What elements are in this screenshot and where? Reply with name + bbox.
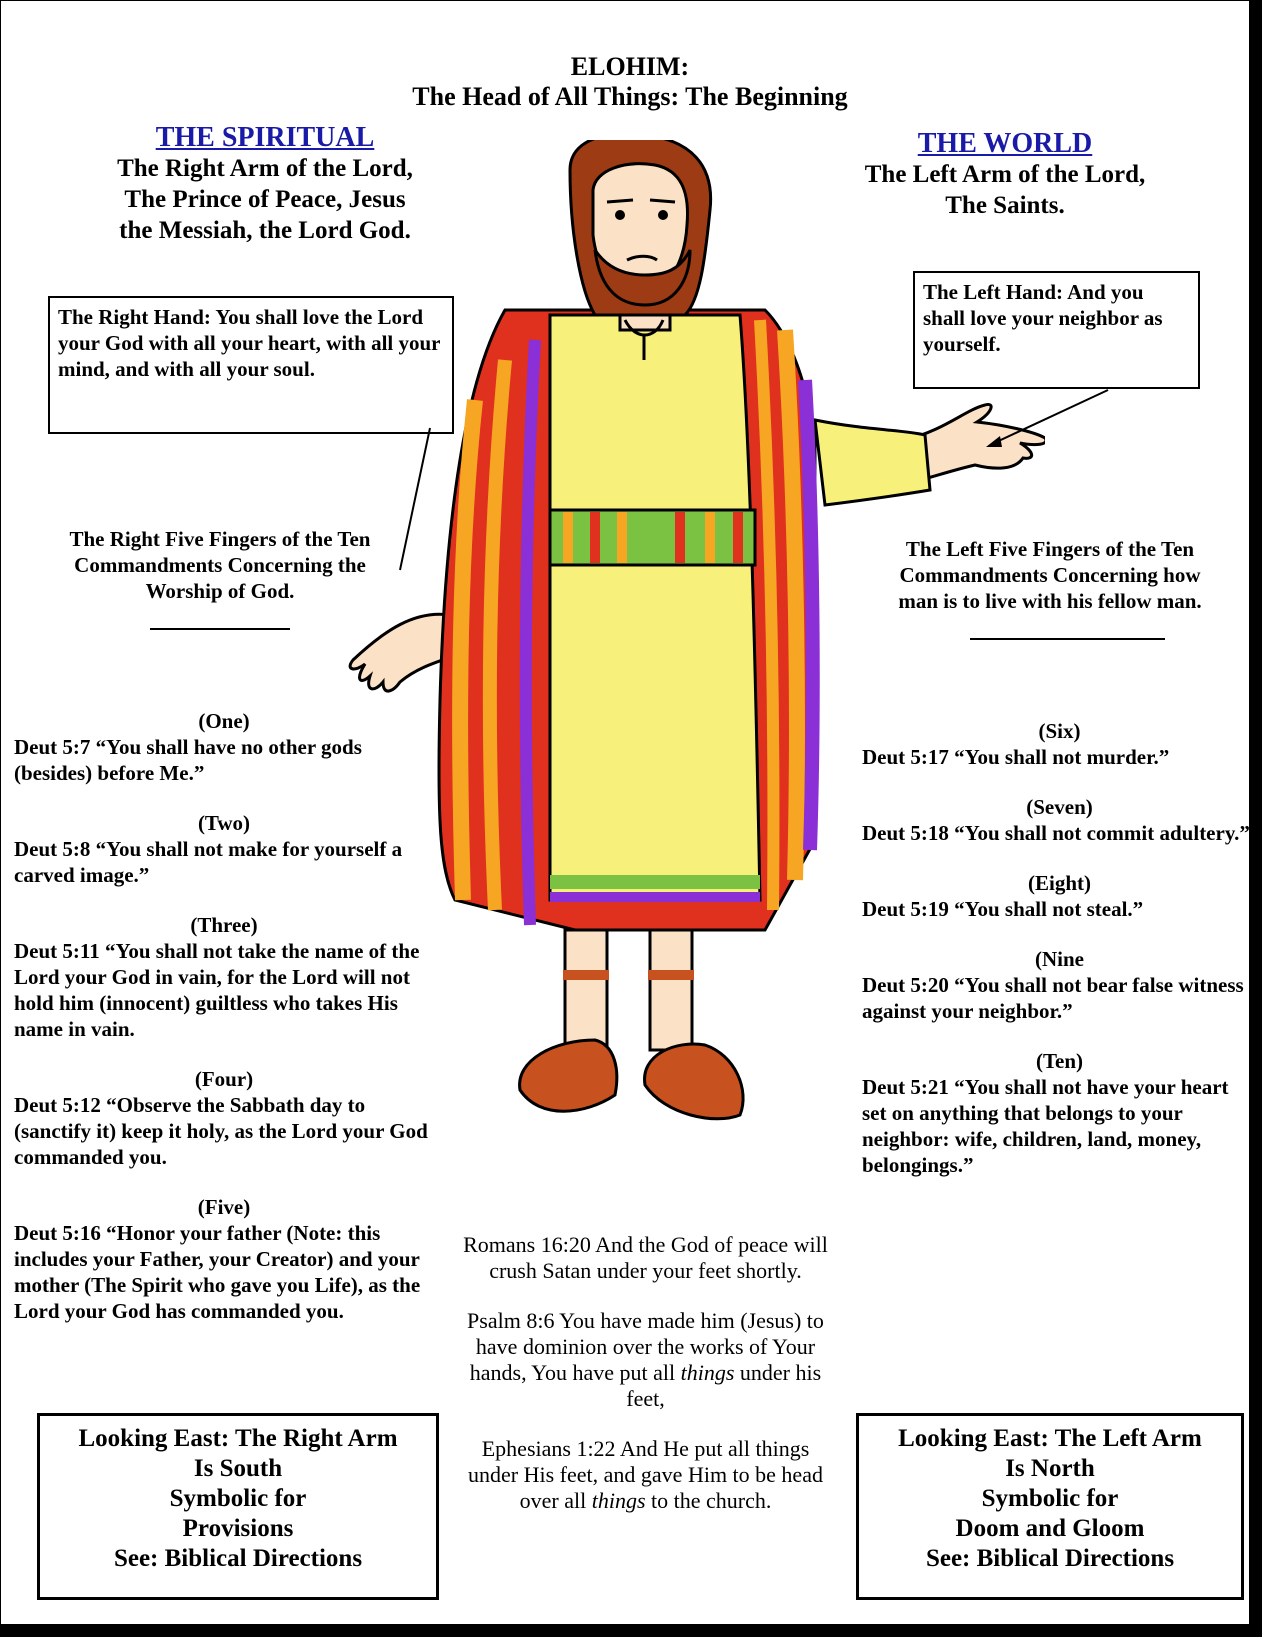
commandment-number: (Three) (190, 913, 258, 937)
left-divider (150, 628, 290, 630)
commandment-number: (Eight) (1028, 871, 1091, 895)
commandment-number: (Six) (1038, 719, 1081, 743)
left-subheading-line: The Prince of Peace, Jesus (124, 186, 406, 213)
left-subheading-line: the Messiah, the Lord God. (119, 217, 411, 244)
commandment-number: (Four) (194, 1067, 254, 1091)
right-hand-box (48, 296, 454, 434)
right-hand-text: The Right Hand: You shall love the Lord your God with all your heart, with all your mind, and with all your soul. (58, 305, 441, 381)
left-sleeve-shape (815, 420, 930, 505)
verse-romans (458, 1232, 833, 1284)
right-ankle-strap (563, 970, 609, 980)
direction-line: Looking East: The Right Arm (78, 1425, 398, 1452)
direction-line: Looking East: The Left Arm (898, 1425, 1202, 1452)
verse-text: to the church. (645, 1488, 772, 1513)
direction-line: Doom and Gloom (955, 1515, 1145, 1542)
commandment-number: (Nine (1035, 947, 1084, 971)
commandment-text: Deut 5:16 “Honor your father (Note: this includes your Father, your Creator) and your mother (The Spirit who gave you Life), as the Lord your God has commanded you. (14, 1221, 421, 1323)
commandment-text: Deut 5:12 “Observe the Sabbath day to (sanctify it) keep it holy, as the Lord your God commanded you. (14, 1093, 428, 1169)
commandment-text: Deut 5:20 “You shall not bear false witness against your neighbor.” (862, 973, 1244, 1023)
right-commandments (862, 718, 1257, 1178)
right-fingers-line: The Right Five Fingers of the Ten (69, 527, 371, 551)
direction-line: See: Biblical Directions (925, 1545, 1175, 1572)
right-arm-direction-box (37, 1413, 439, 1600)
direction-line: Is South (193, 1455, 283, 1482)
commandment-item (862, 794, 1257, 846)
verse-text: Romans 16:20 And the God of peace will crush Satan under your feet shortly. (463, 1232, 828, 1283)
left-ankle-strap (648, 970, 694, 980)
commandment-item (14, 810, 434, 888)
commandment-text: Deut 5:17 “You shall not murder.” (862, 745, 1170, 769)
eye-left (658, 210, 668, 220)
commandment-text: Deut 5:19 “You shall not steal.” (862, 897, 1144, 921)
commandment-item (14, 1194, 434, 1324)
commandment-number: (One) (198, 709, 250, 733)
scripture-verses (458, 1232, 833, 1538)
tunic-shape (550, 315, 760, 900)
right-fingers-line: Commandments Concerning the (74, 553, 366, 577)
direction-line: Provisions (182, 1515, 294, 1542)
commandment-number: (Five) (197, 1195, 251, 1219)
right-divider (970, 638, 1165, 640)
verse-ephesians (458, 1436, 833, 1514)
right-leg-shape (565, 930, 607, 1050)
verse-text: Ephesians 1:22 And He put all things under His feet, and gave Him to be head over all (468, 1436, 823, 1513)
commandment-text: Deut 5:21 “You shall not have your heart set on anything that belongs to your neighbor: wife, children, land, money, belongings.” (862, 1075, 1229, 1177)
direction-line: Symbolic for (169, 1485, 307, 1512)
title-line-2: The Head of All Things: The Beginning (412, 82, 848, 111)
commandment-item (862, 870, 1257, 922)
left-leg-shape (650, 930, 692, 1050)
commandment-item (862, 718, 1257, 770)
hem-stripe-purple (550, 892, 760, 902)
commandment-number: (Seven) (1026, 795, 1093, 819)
commandment-text: Deut 5:8 “You shall not make for yourself a carved image.” (14, 837, 403, 887)
verse-text: Psalm 8:6 You have made him (Jesus) to have dominion over the works of Your hands, You have put all (467, 1308, 824, 1385)
commandment-text: Deut 5:7 “You shall have no other gods (besides) before Me.” (14, 735, 362, 785)
left-fingers-line: Commandments Concerning how (899, 563, 1201, 587)
direction-line: See: Biblical Directions (113, 1545, 363, 1572)
left-subheading-line: The Right Arm of the Lord, (117, 155, 413, 182)
left-fingers-line: man is to live with his fellow man. (898, 589, 1202, 613)
left-sandal-shape (645, 1044, 744, 1119)
right-heading: THE WORLD (917, 128, 1093, 159)
commandment-number: (Two) (197, 811, 251, 835)
commandment-number: (Ten) (1035, 1049, 1084, 1073)
verse-psalm (458, 1308, 833, 1412)
right-subheading-line: The Left Arm of the Lord, (864, 161, 1146, 188)
title-line-1: ELOHIM: (570, 52, 690, 81)
verse-emphasis: things (591, 1488, 646, 1513)
direction-line: Symbolic for (981, 1485, 1119, 1512)
commandment-item (862, 1048, 1257, 1178)
belt-shape (550, 510, 755, 565)
verse-emphasis: things (680, 1360, 735, 1385)
page-title (330, 52, 930, 112)
brow-left (650, 200, 675, 202)
verse-text: under his feet, (626, 1360, 822, 1411)
right-fingers-text (30, 526, 410, 604)
left-hand-box (913, 271, 1200, 389)
left-fingers-text (860, 536, 1240, 614)
commandment-item (14, 708, 434, 786)
direction-line: Is North (1005, 1455, 1095, 1482)
left-commandments (14, 708, 434, 1324)
commandment-text: Deut 5:11 “You shall not take the name of the Lord your God in vain, for the Lord will not hold him (innocent) guiltless who takes His name in vain. (14, 939, 420, 1041)
left-heading: THE SPIRITUAL (155, 122, 375, 153)
right-fingers-line: Worship of God. (145, 579, 295, 603)
right-sandal-shape (520, 1040, 617, 1111)
commandment-item (862, 946, 1257, 1024)
commandment-text: Deut 5:18 “You shall not commit adultery.” (862, 821, 1250, 845)
left-arm-direction-box (856, 1413, 1244, 1600)
eye-right (615, 210, 625, 220)
left-hand-text: The Left Hand: And you shall love your neighbor as yourself. (923, 280, 1163, 356)
brow-right (607, 200, 633, 202)
commandment-item (14, 1066, 434, 1170)
commandment-item (14, 912, 434, 1042)
left-fingers-line: The Left Five Fingers of the Ten (905, 537, 1195, 561)
right-subheading-line: The Saints. (945, 192, 1065, 219)
hem-stripe-green (550, 875, 760, 889)
